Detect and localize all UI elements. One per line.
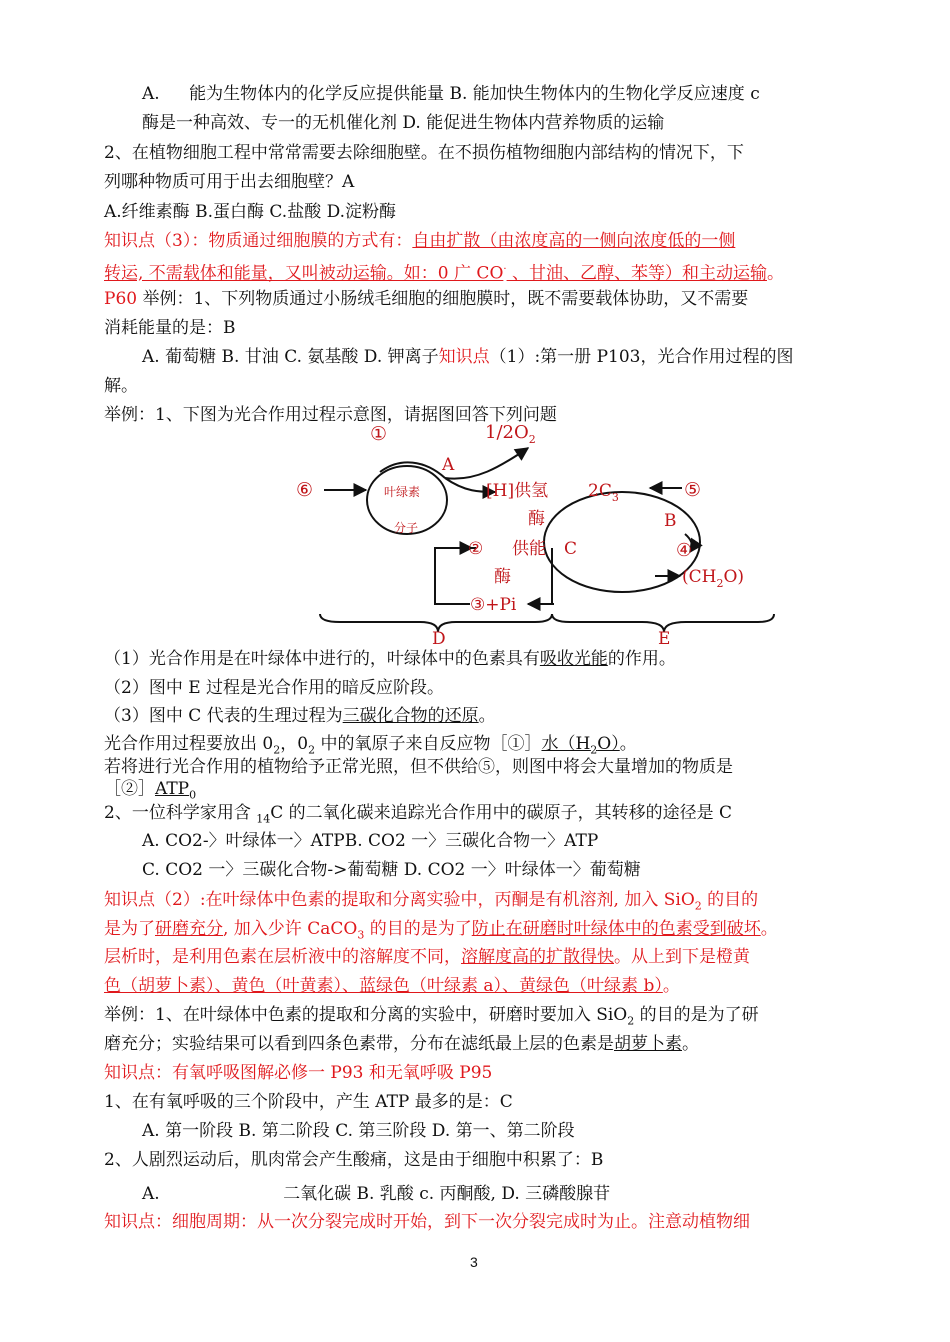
answer-underlined: 吸收光能 <box>539 649 608 669</box>
label-1: ① <box>370 423 388 445</box>
answer-text: （3）图中 C 代表的生理过程为 <box>104 706 343 726</box>
label-d: D <box>432 629 446 649</box>
question-text: 2、一位科学家用含 <box>104 803 257 823</box>
kp-text: 。 <box>662 976 680 996</box>
answer-text: 。 <box>619 734 637 754</box>
example-text: 举例：1、在叶绿体中色素的提取和分离的实验中，研磨时要加入 SiO <box>104 1005 628 1025</box>
knowledge-point-2-line4 <box>104 974 680 998</box>
diagram-intro-cont: 解。 <box>104 376 138 396</box>
photosynthesis-diagram <box>280 412 810 650</box>
q2-stem: 2、在植物细胞工程中常常需要去除细胞壁。在不损伤植物细胞内部结构的情况下，下 <box>104 143 744 163</box>
period: 。 <box>766 263 784 284</box>
label-b: B <box>664 511 677 531</box>
respiration-question-2: 2、人剧烈运动后，肌肉常会产生酸痛，这是由于细胞中积累了：B <box>104 1150 604 1170</box>
kp-label: 知识点（3）：物质通过细胞膜的方式有： <box>104 231 413 251</box>
example-p60 <box>104 287 748 311</box>
kp-text: （1）:第一册 P103，光合作用过程的图 <box>489 347 794 367</box>
knowledge-point-2-line2 <box>104 917 778 947</box>
respiration-question-1-options: A. 第一阶段 B. 第二阶段 C. 第三阶段 D. 第一、第二阶段 <box>142 1121 575 1141</box>
photosynthesis-question: 举例：1、下图为光合作用过程示意图，请据图回答下列问题 <box>104 405 557 425</box>
kp-text: 。 <box>760 919 778 939</box>
page-ref: P60 <box>104 289 143 309</box>
subscript: 2 <box>308 743 316 757</box>
label-2c3: $2C_3$ <box>588 481 619 504</box>
answer-text: 。 <box>478 706 496 726</box>
label-2: ② <box>468 539 484 559</box>
label-3-pi: ③+Pi <box>470 595 517 615</box>
option-letter: A. <box>142 1184 160 1204</box>
kp-underlined: 转运, 不需载体和能量，又叫被动运输。如：0 广 CO <box>104 263 504 284</box>
knowledge-point-3 <box>104 229 735 253</box>
options-text: 二氧化碳 B. 乳酸 c. 丙酮酸, D. 三磷酸腺苷 <box>283 1184 611 1204</box>
example-text: 的目的是为了研 <box>634 1005 759 1025</box>
option-letter: A. <box>142 84 160 104</box>
label-4: ④ <box>676 540 693 561</box>
question-2-options-ab: A. CO2-〉叶绿体一〉ATPB. CO2 一〉三碳化合物一〉ATP <box>142 831 599 851</box>
oxygen-arrow <box>445 448 528 479</box>
example-p60-cont: 消耗能量的是：B <box>104 318 236 338</box>
subscript: 2 <box>273 743 281 757</box>
kp-text: 。从上到下是橙黄 <box>614 947 750 967</box>
answer-5: 若将进行光合作用的植物给予正常光照，但不供给⑤，则图中将会大量增加的物质是 <box>104 757 733 777</box>
knowledge-point-2 <box>104 888 758 918</box>
example-sio2 <box>104 1003 759 1033</box>
label-c: C <box>564 539 578 559</box>
subscript: 2 <box>627 1014 635 1028</box>
superscript: · <box>503 264 507 275</box>
knowledge-point-cell-cycle: 知识点：细胞周期：从一次分裂完成时开始，到下一次分裂完成时为止。注意动植物细 <box>104 1212 750 1232</box>
label-h: [H]供氢 <box>486 481 549 501</box>
respiration-question-1: 1、在有氧呼吸的三个阶段中，产生 ATP 最多的是：C <box>104 1092 513 1112</box>
kp-underlined: 防止在研磨时叶绿体中的色素受到破坏 <box>471 919 761 939</box>
options-text: A. 葡萄糖 B. 甘油 C. 氨基酸 D. 钾离子 <box>142 347 439 367</box>
answer-text: 的作用。 <box>607 649 676 669</box>
answer-text: 中的氧原子来自反应物［①］ <box>315 734 542 754</box>
example-sio2-cont <box>104 1032 699 1056</box>
page-number: 3 <box>470 1254 478 1270</box>
q2-options: A.纤维素酶 B.蛋白酶 C.盐酸 D.淀粉酶 <box>104 202 397 222</box>
kp-label: 知识点 <box>438 347 490 367</box>
label-6: ⑥ <box>296 479 314 501</box>
answer-text: 光合作用过程要放出 0 <box>104 734 274 754</box>
subscript: 2 <box>694 899 702 913</box>
kp-text: 的目的 <box>701 890 759 910</box>
example-text: 。 <box>682 1034 699 1054</box>
label-chlorophyll: 叶绿素 <box>384 485 421 499</box>
knowledge-point-3-cont <box>104 258 784 286</box>
kp-underlined: 研磨充分 <box>155 919 223 939</box>
answer-underlined: 三碳化合物的还原 <box>342 706 479 726</box>
example-text: 磨充分；实验结果可以看到四条色素带，分布在滤纸最上层的色素是 <box>104 1034 614 1054</box>
options-text: 能为生物体内的化学反应提供能量 B. 能加快生物体内的生物化学反应速度 c <box>189 84 760 104</box>
label-ch2o: $(CH_2O)$ <box>682 567 745 590</box>
subscript: 14 <box>256 812 271 826</box>
label-a: A <box>442 455 455 475</box>
kp-text: 的目的是为了 <box>364 919 472 939</box>
kp-underlined: 、甘油、乙醇、苯等）和主动运输 <box>506 263 767 284</box>
knowledge-point-2-line3 <box>104 945 750 969</box>
example-text: 举例：1、下列物质通过小肠绒毛细胞的细胞膜时，既不需要载体协助，又不需要 <box>142 289 749 309</box>
kp-text: , 加入少许 CaCO <box>223 919 358 939</box>
label-o2: $1/2O_2$ <box>485 422 536 446</box>
kp-underlined: 溶解度高的扩散得快 <box>461 947 614 967</box>
answer-underlined: 水$(H_2O)$ <box>541 734 620 757</box>
answer-2: （2）图中 E 过程是光合作用的暗反应阶段。 <box>104 678 445 698</box>
answer-underlined: ATP <box>155 779 190 799</box>
subscript: 0 <box>189 788 197 802</box>
subscript: 3 <box>357 928 365 942</box>
respiration-question-2-options <box>142 1182 610 1206</box>
example-underlined: 胡萝卜素 <box>614 1034 682 1054</box>
kp-text: 是为了 <box>104 919 155 939</box>
answer-1 <box>104 647 676 671</box>
question-text: C 的二氧化碳来追踪光合作用中的碳原子，其转移的途径是 C <box>270 803 733 823</box>
question-2-options-cd: C. CO2 一〉三碳化合物->葡萄糖 D. CO2 一〉叶绿体一〉葡萄糖 <box>142 860 641 880</box>
label-5: ⑤ <box>684 479 702 501</box>
answer-text: ，0 <box>280 734 309 754</box>
label-e: E <box>658 629 671 649</box>
kp-text: 层析时，是利用色素在层析液中的溶解度不同， <box>104 947 461 967</box>
answer-3 <box>104 704 496 728</box>
label-enzyme-1: 酶 <box>528 509 545 529</box>
question-2-carbon <box>104 801 732 831</box>
q2-stem-cont: 列哪种物质可用于出去细胞壁？A <box>104 172 355 192</box>
label-supply-energy: 供能 <box>512 539 546 559</box>
answer-text: ［②］ <box>104 779 155 799</box>
label-molecule: 分子 <box>394 521 419 535</box>
kp-text: 知识点（2）:在叶绿体中色素的提取和分离实验中，丙酮是有机溶剂, 加入 SiO <box>104 890 695 910</box>
kp-underlined: 色（胡萝卜素）、黄色（叶黄素）、蓝绿色（叶绿素 a）、黄绿色（叶绿素 b） <box>104 976 663 996</box>
answer-text: （1）光合作用是在叶绿体中进行的，叶绿体中的色素具有 <box>104 649 540 669</box>
q1-option-a <box>142 82 760 106</box>
q1-option-c: 酶是一种高效、专一的无机催化剂 D. 能促进生物体内营养物质的运输 <box>142 113 665 133</box>
kp-underlined: 自由扩散（由浓度高的一侧向浓度低的一侧 <box>412 231 736 251</box>
example-p60-options <box>142 345 793 369</box>
knowledge-point-respiration: 知识点：有氧呼吸图解必修一 P93 和无氧呼吸 P95 <box>104 1063 493 1083</box>
label-enzyme-2: 酶 <box>494 567 511 587</box>
